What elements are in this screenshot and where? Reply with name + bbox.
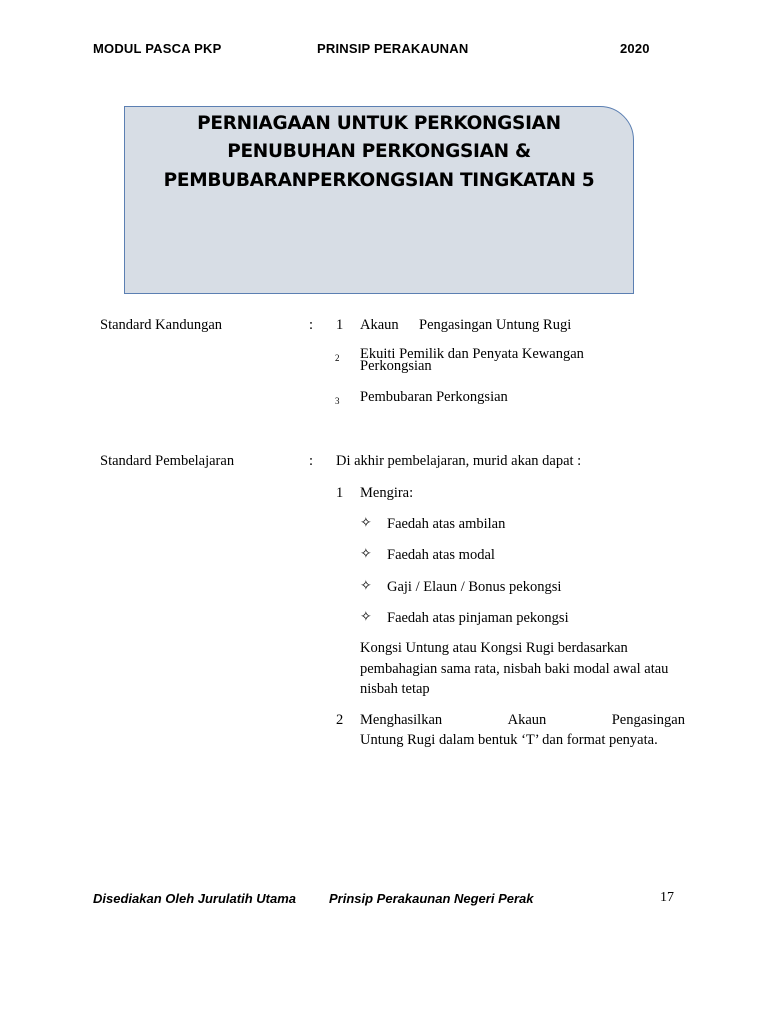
standard-kandungan-colon: :: [309, 317, 314, 333]
bullet-star-icon: ✧: [360, 546, 372, 562]
kandungan-item-1-text-a: Akaun: [360, 317, 399, 333]
kandungan-item-2-line-2: Perkongsian: [360, 358, 432, 374]
header-module-label: MODUL PASCA PKP: [93, 41, 222, 56]
header-subject-label: PRINSIP PERAKAUNAN: [317, 41, 469, 56]
kandungan-item-3-text: Pembubaran Perkongsian: [360, 389, 508, 405]
header-year-label: 2020: [620, 41, 650, 56]
bullet-item: Faedah atas modal: [387, 547, 495, 563]
pembelajaran-para-line-3: nisbah tetap: [360, 681, 430, 697]
standard-pembelajaran-label: Standard Pembelajaran: [100, 453, 235, 469]
bullet-star-icon: ✧: [360, 515, 372, 531]
title-box: [124, 106, 634, 294]
kandungan-item-1-text-b: Pengasingan Untung Rugi: [419, 317, 572, 333]
title-line-1: PERNIAGAAN UNTUK PERKONGSIAN: [197, 113, 561, 134]
title-line-3: PEMBUBARANPERKONGSIAN TINGKATAN 5: [163, 170, 595, 191]
bullet-star-icon: ✧: [360, 578, 372, 594]
pembelajaran-item-1-number: 1: [336, 485, 344, 501]
pembelajaran-item-2-line-1: [360, 712, 685, 729]
pembelajaran-intro: Di akhir pembelajaran, murid akan dapat :: [336, 453, 582, 469]
footer-prepared-by: Disediakan Oleh Jurulatih Utama: [93, 891, 297, 906]
bullet-item: Gaji / Elaun / Bonus pekongsi: [387, 579, 562, 595]
bullet-item: Faedah atas pinjaman pekongsi: [387, 610, 569, 626]
bullet-item: Faedah atas ambilan: [387, 516, 506, 532]
pembelajaran-item-2-word: Pengasingan: [611, 712, 685, 728]
title-line-2: PENUBUHAN PERKONGSIAN &: [227, 141, 531, 162]
standard-kandungan-label: Standard Kandungan: [100, 317, 223, 333]
pembelajaran-item-2-number: 2: [336, 712, 344, 728]
pembelajaran-item-2-word: Akaun: [507, 712, 547, 728]
pembelajaran-item-2-line-2: Untung Rugi dalam bentuk ‘T’ dan format penyata.: [360, 732, 658, 748]
bullet-star-icon: ✧: [360, 609, 372, 625]
pembelajaran-para-line-1: Kongsi Untung atau Kongsi Rugi berdasarkan: [360, 640, 628, 656]
kandungan-item-2-number: 2: [335, 353, 340, 363]
standard-pembelajaran-colon: :: [309, 453, 314, 469]
footer-subject-state: Prinsip Perakaunan Negeri Perak: [329, 891, 534, 906]
pembelajaran-item-1-heading: Mengira:: [360, 485, 414, 501]
kandungan-item-1-number: 1: [336, 317, 344, 333]
kandungan-item-3-number: 3: [335, 396, 340, 406]
pembelajaran-item-2-word: Menghasilkan: [360, 712, 443, 728]
kandungan-item-2-line-1: Ekuiti Pemilik dan Penyata Kewangan: [360, 346, 584, 362]
pembelajaran-para-line-2: pembahagian sama rata, nisbah baki modal awal atau: [360, 661, 669, 677]
page-number: 17: [660, 890, 674, 905]
